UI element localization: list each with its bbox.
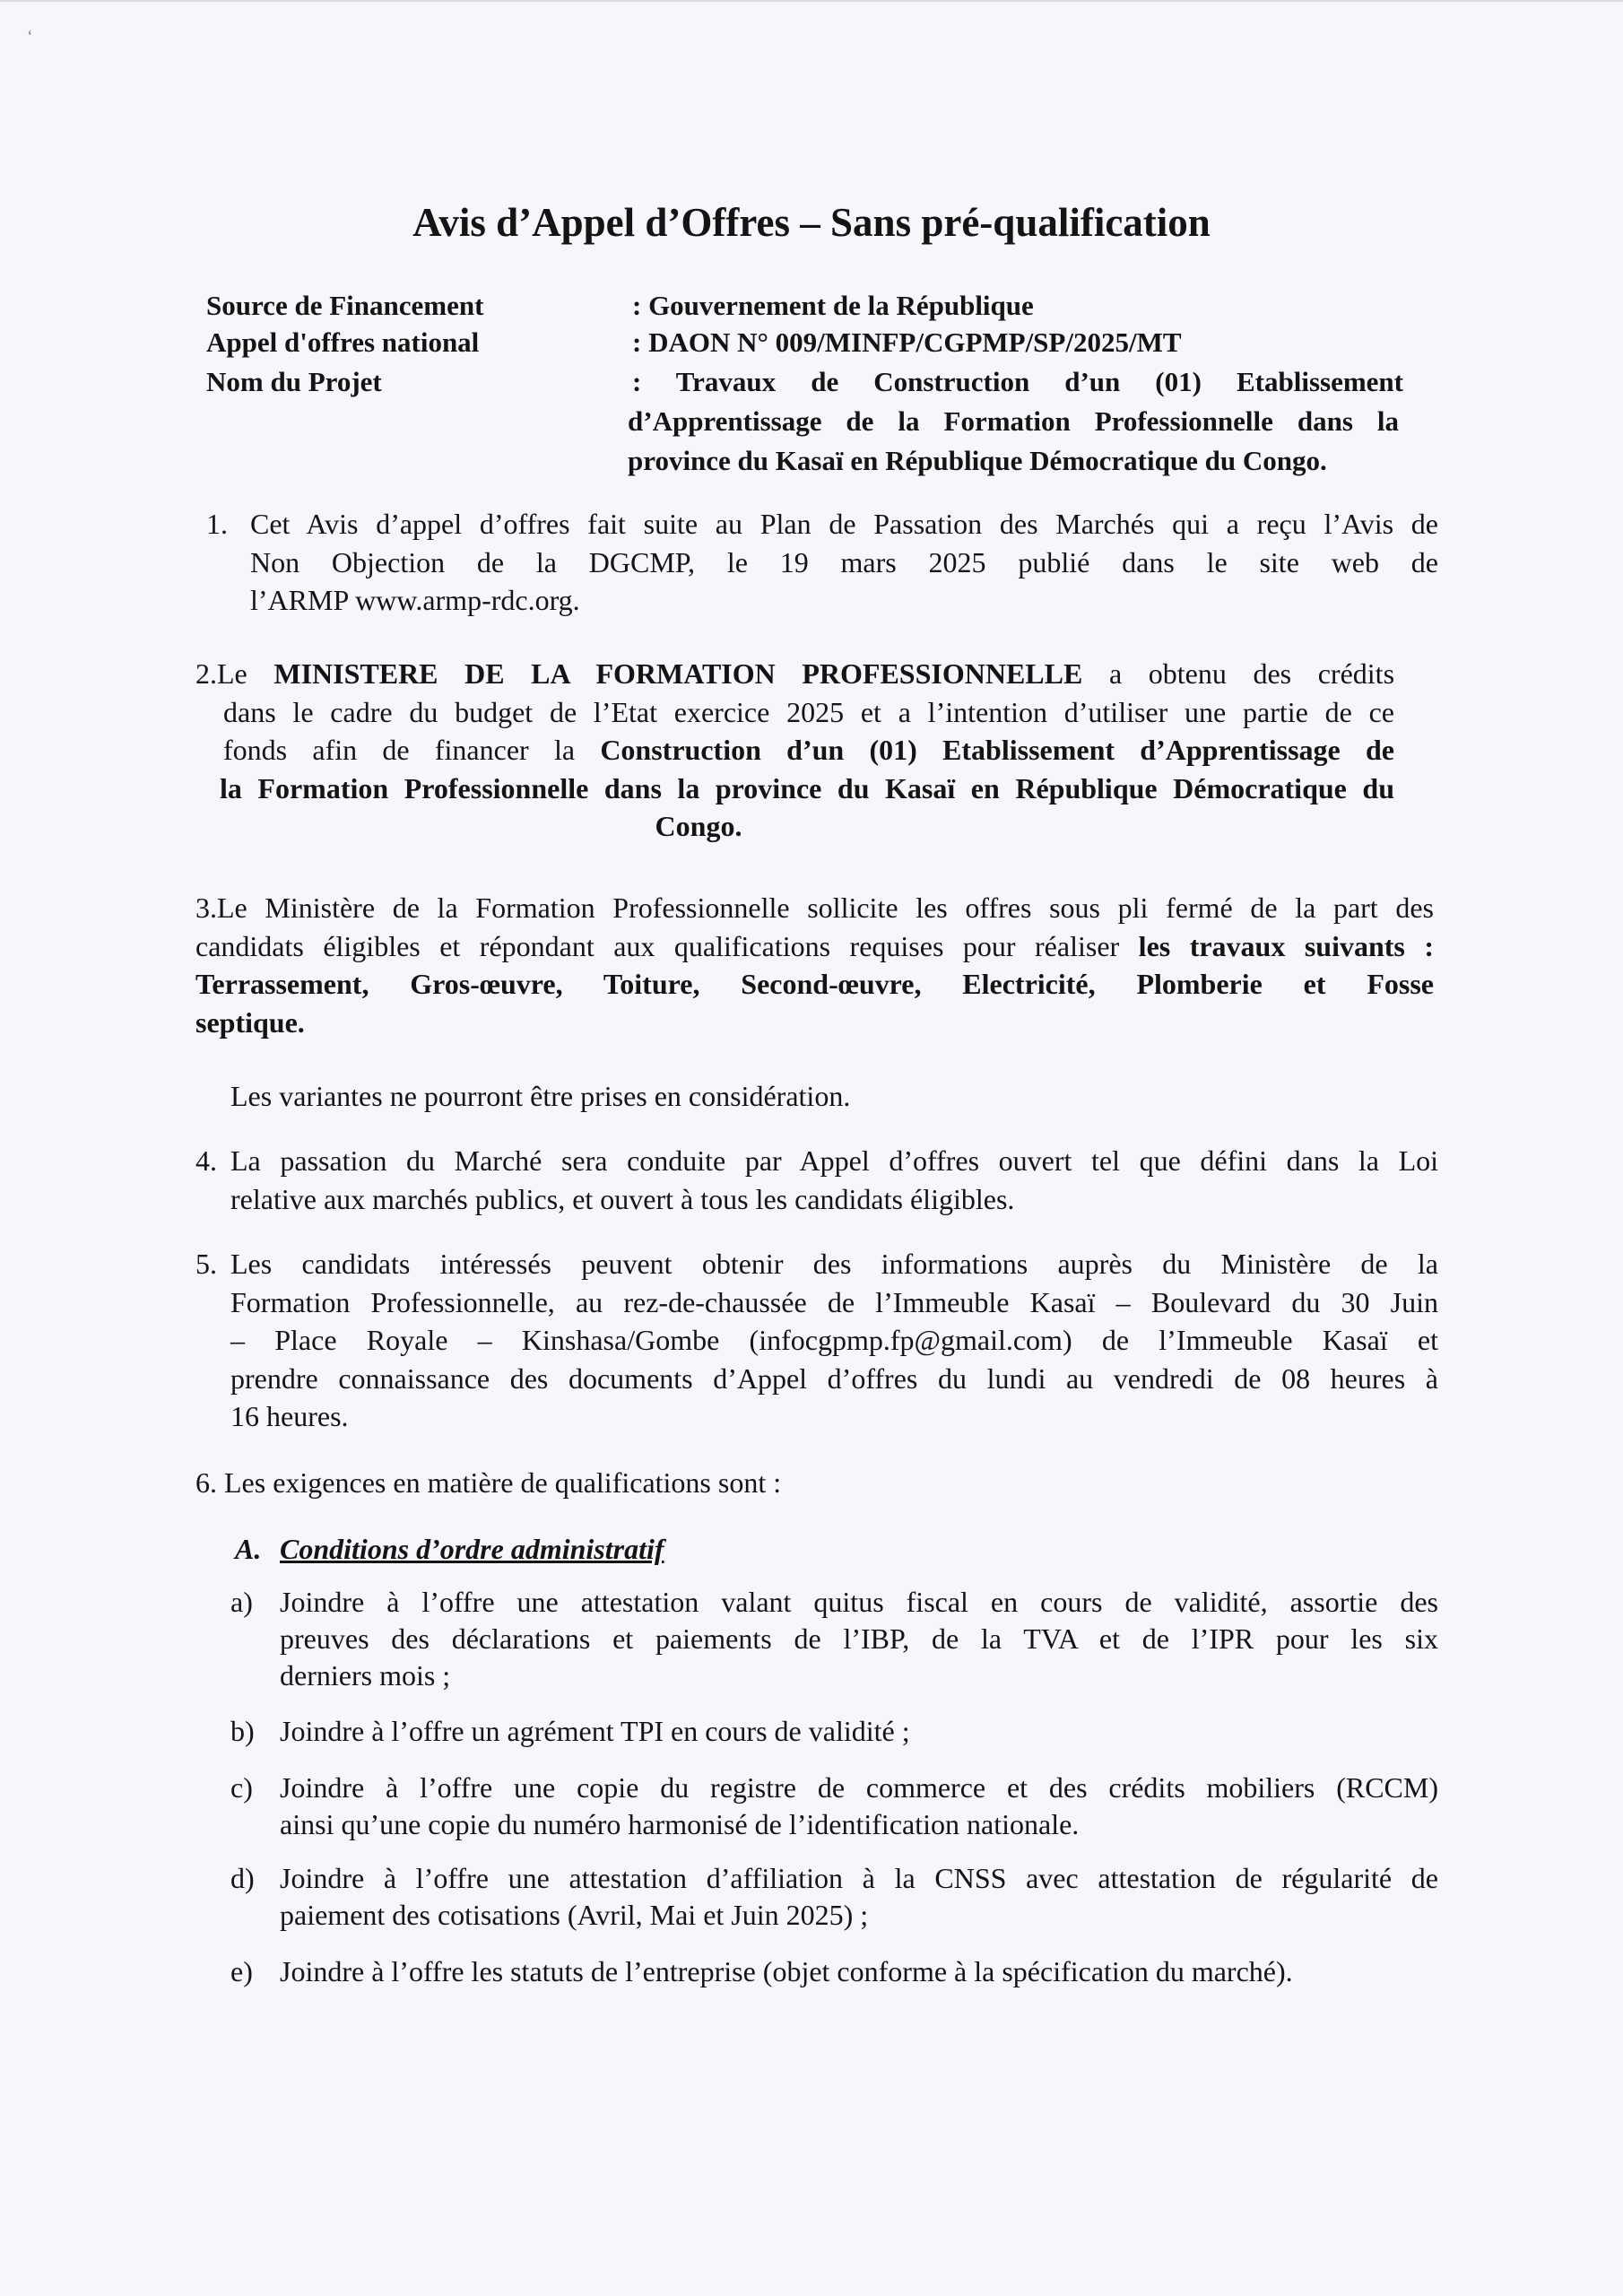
header-value: : Gouvernement de la République [632,290,1034,321]
item-line: Joindre à l’offre un agrément TPI en cours de validité ; [280,1715,910,1747]
item-label: a) [230,1586,253,1618]
text: Les variantes ne pourront être prises en considération. [230,1080,851,1112]
paragraph-line [195,889,1434,926]
header-label: Source de Financement [206,290,484,321]
paragraph-number: 1. [206,508,228,540]
text: Les exigences en matière de qualifications sont : [224,1466,782,1499]
text: candidats éligibles et répondant aux qualifications requises pour réaliser [195,929,1139,962]
section-letter: A. [235,1533,262,1565]
item-label: b) [230,1715,255,1747]
paragraph-line [195,927,1434,965]
item-line: preuves des déclarations et paiements de l’IBP, de la TVA et de l’IPR pour les six [280,1622,1438,1655]
bold-text: Terrassement, Gros-œuvre, Toiture, Second-œuvre, Electricité, Plomberie et Fosse [195,968,1434,1000]
bold-text: la Formation Professionnelle dans la province du Kasaï en République Démocratique du [220,771,1394,804]
paragraph-line [250,505,1438,543]
paragraph-line [250,581,1438,619]
text: Cet Avis d’appel d’offres fait suite au Plan de Passation des Marchés qui a reçu l’Avis de [250,508,1438,540]
text: – Place Royale – Kinshasa/Gombe (infocgpmp.fp@gmail.com) de l’Immeuble Kasaï et [230,1324,1438,1356]
item-line: Joindre à l’offre une attestation valant quitus fiscal en cours de validité, assortie des [280,1586,1438,1618]
paragraph-line [230,1142,1438,1179]
text: fonds afin de financer la [223,734,601,766]
paragraph-line [223,731,1394,769]
text: Formation Professionnelle, au rez-de-chaussée de l’Immeuble Kasaï – Boulevard du 30 Juin [230,1285,1438,1318]
paragraph-line [223,693,1394,731]
text: l’ARMP www.armp-rdc.org. [250,584,580,616]
paragraph-number: 6. [195,1466,217,1499]
header-label: Nom du Projet [206,366,382,397]
text: prendre connaissance des documents d’Appel d’offres du lundi au vendredi de 08 heures à [230,1361,1438,1395]
paragraph-line [220,770,1394,807]
item-label: e) [230,1955,253,1987]
paragraph-number: 5. [195,1248,217,1280]
paragraph-number: 4. [195,1144,217,1177]
item-line: paiement des cotisations (Avril, Mai et Juin 2025) ; [280,1899,869,1931]
bold-text: Congo. [655,810,742,842]
bold-text: Construction d’un (01) Etablissement d’Apprentissage de [600,734,1395,766]
scan-edge [0,0,1623,2]
header-value: d’Apprentissage de la Formation Professionnelle dans la [628,405,1399,437]
scan-mark: ‘ [27,27,33,47]
text: Non Objection de la DGCMP, le 19 mars 2025 publié dans le site web de [250,545,1438,578]
item-label: c) [230,1771,253,1804]
paragraph-line [230,1077,1438,1115]
text: dans le cadre du budget de l’Etat exercice 2025 et a l’intention d’utiliser une partie de ce [223,695,1394,728]
paragraph-line [230,1180,1438,1218]
paragraph-line [195,655,1394,692]
paragraph-line [230,1283,1438,1321]
paragraph-line [224,1464,1438,1501]
item-label: d) [230,1862,255,1894]
header-value: province du Kasaï en République Démocratique du Congo. [628,445,1327,476]
text: La passation du Marché sera conduite par Appel d’offres ouvert tel que défini dans la Loi [230,1144,1438,1177]
text: relative aux marchés publics, et ouvert à tous les candidats éligibles. [230,1182,1015,1215]
bold-text: septique. [195,1005,305,1039]
bold-text: les travaux suivants : [1138,929,1435,962]
paragraph-line [223,807,1174,845]
item-line: Joindre à l’offre une attestation d’affiliation à la CNSS avec attestation de régularité de [280,1862,1438,1894]
item-line: Joindre à l’offre les statuts de l’entreprise (objet conforme à la spécification du marché). [280,1955,1293,1987]
paragraph-line [230,1397,1438,1435]
paragraph-line [230,1245,1438,1283]
item-line: Joindre à l’offre une copie du registre de commerce et des crédits mobiliers (RCCM) [280,1771,1438,1804]
text: a obtenu des crédits [1082,657,1395,690]
page-title: Avis d’Appel d’Offres – Sans pré-qualification [412,200,1211,245]
text: 16 heures. [230,1400,349,1432]
paragraph-line [195,965,1434,1003]
paragraph-line [195,1004,1434,1041]
item-line: derniers mois ; [280,1659,451,1692]
header-value: : DAON N° 009/MINFP/CGPMP/SP/2025/MT [632,326,1182,358]
bold-text: MINISTERE DE LA FORMATION PROFESSIONNELLE [273,657,1083,690]
section-title: Conditions d’ordre administratif [280,1533,664,1565]
text: 2.Le [195,657,274,690]
text: 3.Le Ministère de la Formation Professionnelle sollicite les offres sous pli fermé de la part des [195,891,1434,924]
header-label: Appel d'offres national [206,326,480,358]
paragraph-line [230,1321,1438,1359]
paragraph-line [230,1360,1438,1397]
header-value: : Travaux de Construction d’un (01) Etablissement [632,366,1403,397]
item-line: ainsi qu’une copie du numéro harmonisé de l’identification nationale. [280,1808,1080,1840]
paragraph-line [250,544,1438,581]
text: Les candidats intéressés peuvent obtenir des informations auprès du Ministère de la [230,1248,1438,1280]
